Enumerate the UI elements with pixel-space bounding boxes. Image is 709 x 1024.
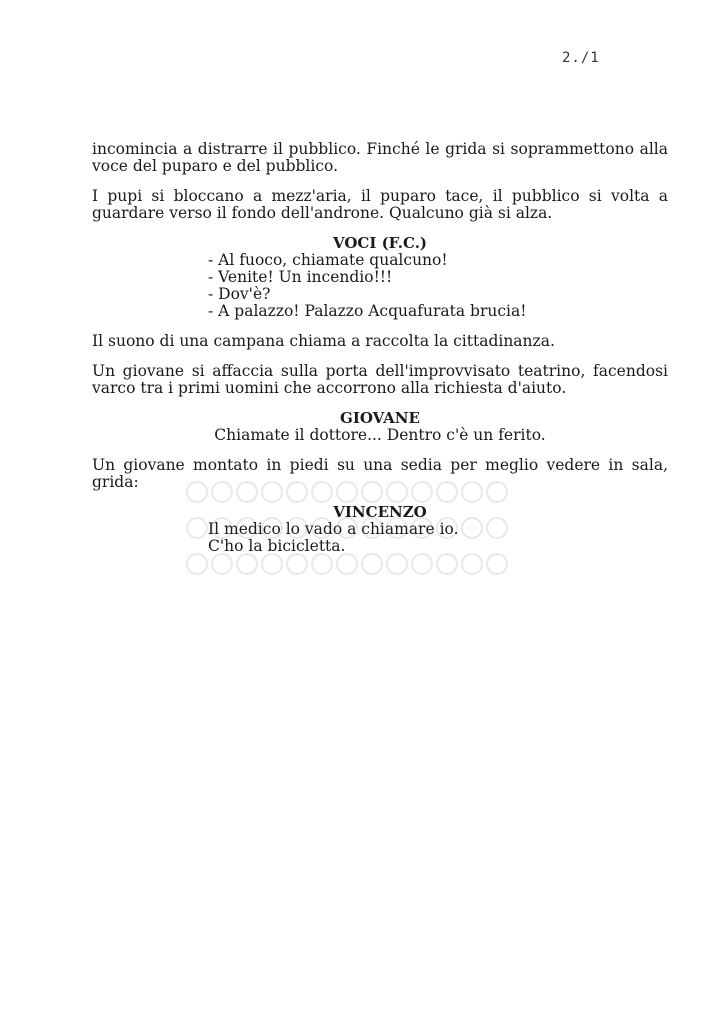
dialogue-line: Il medico lo vado a chiamare io. C'ho la bicicletta. [208, 520, 459, 555]
character-name: GIOVANE [340, 409, 420, 427]
watermark-stamp [182, 474, 512, 582]
action-paragraph: I pupi si bloccano a mezz'aria, il puparo tace, il pubblico si volta a guardare verso il fondo dell'androne. Qualcuno già si alza. [92, 187, 668, 222]
dialogue-line: - Venite! Un incendio!!! [208, 268, 393, 286]
character-name: VINCENZO [333, 503, 427, 521]
page-number: 2./1 [562, 50, 600, 66]
dialogue-lines [208, 252, 668, 320]
dialogue-line: - A palazzo! Palazzo Acquafurata brucia! [208, 302, 527, 320]
dialogue-giovane [92, 410, 668, 444]
action-paragraph: Un giovane si affaccia sulla porta dell'improvvisato teatrino, facendosi varco tra i primi uomini che accorrono alla richiesta d'aiuto. [92, 362, 668, 397]
dialogue-line: Chiamate il dottore... Dentro c'è un ferito. [214, 426, 546, 444]
dialogue-line: - Dov'è? [208, 285, 271, 303]
action-paragraph: incomincia a distrarre il pubblico. Finché le grida si soprammettono alla voce del puparo e del pubblico. [92, 140, 668, 175]
action-paragraph: Il suono di una campana chiama a raccolta la cittadinanza. [92, 332, 555, 350]
character-name: VOCI (F.C.) [332, 234, 428, 252]
dialogue-line: - Al fuoco, chiamate qualcuno! [208, 251, 448, 269]
dialogue-voci [92, 235, 668, 320]
action-paragraph: Un giovane montato in piedi su una sedia per meglio vedere in sala, grida: [92, 456, 668, 491]
